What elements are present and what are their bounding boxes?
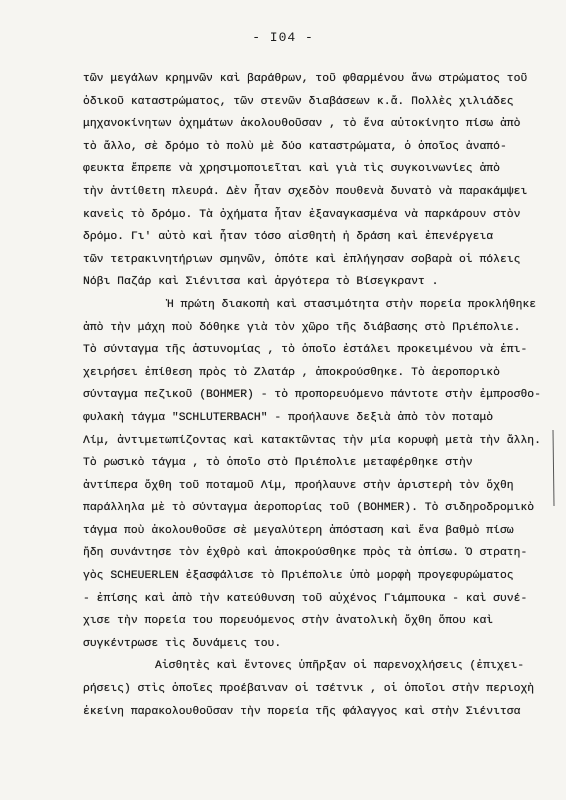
text-line: Ἡ πρώτη διακοπὴ καὶ στασιμότητα στὴν πορεία προκλήθηκε — [167, 298, 537, 311]
text-line: χειρήσει ἐπίθεση πρὸς τὸ Ζλατάρ , ἀποκρούσθηκε. Τὸ ἀεροπορικὸ — [83, 366, 500, 379]
text-line: παράλληλα μὲ τὸ σύνταγμα ἀεροπορίας τοῦ (BOHMER). Τὸ σιδηροδρομικὸ — [83, 502, 535, 515]
text-line: ὁδικοῦ καταστρώματος, τῶν στενῶν διαβάσεων κ.ἄ. Πολλὲς χιλιάδες — [83, 95, 514, 108]
text-line: Τὸ ρωσικὸ τάγμα , τὸ ὁποῖο στὸ Πριέπολιε μεταφέρθηκε στὴν — [83, 457, 473, 470]
text-line: τῶν τετρακινητήριων σμηνῶν, ὁπότε καὶ ἐπλήγησαν σοβαρὰ οἱ πόλεις — [83, 253, 521, 266]
text-line: μηχανοκίνητων ὀχημάτων ἀκολουθοῦσαν , τὸ ἕνα αὐτοκίνητο πίσω ἀπὸ — [83, 118, 521, 131]
text-line: ἐκείνη παρακολουθοῦσαν τὴν πορεία τῆς φάλαγγος καὶ στὴν Σιένιτσα — [83, 705, 521, 718]
text-line: ἀντίπερα ὄχθη τοῦ ποταμοῦ Λίμ, προήλαυνε στὴν ἀριστερὴ τὸν ὄχθη — [83, 479, 514, 492]
text-line: ἀπὸ τὴν μάχη ποὺ δόθηκε γιὰ τὸν χῶρο τῆς διάβασης στὸ Πριέπολιε. — [83, 321, 521, 334]
text-line: φευκτα ἔπρεπε νὰ χρησιμοποιεῖται καὶ γιὰ τὶς συγκοινωνίες ἀπὸ — [83, 163, 500, 176]
text-line: - ἐπίσης καὶ ἀπὸ τὴν κατεύθυνση τοῦ αὐχένος Γιάμπουκα - καὶ συνέ- — [83, 592, 528, 605]
text-line: σύνταγμα πεζικοῦ (BOHMER) - τὸ προπορευόμενο πάντοτε στὴν ἐμπροσθο- — [83, 389, 541, 402]
body-text — [83, 68, 545, 723]
text-line: τάγμα ποὺ ἀκολουθοῦσε σὲ μεγαλύτερη ἀπόσταση καὶ ἕνα βαθμὸ πίσω — [83, 524, 514, 537]
text-line: Τὸ σύνταγμα τῆς ἀστυνομίας , τὸ ὁποῖο ἐστάλει προκειμένου νὰ ἐπι- — [83, 344, 528, 357]
text-line: τὸ ἄλλο, σὲ δρόμο τὸ πολὺ μὲ δύο καταστρώματα, ὁ ὁποῖος ἀναπό- — [83, 140, 507, 153]
paragraph-2 — [83, 294, 545, 656]
text-line: γὸς SCHEUERLEN ἐξασφάλισε τὸ Πριέπολιε ὑπὸ μορφὴ προγεφυρώματος — [83, 570, 514, 583]
text-line: δρόμο. Γι' αὐτὸ καὶ ἦταν τόσο αἰσθητὴ ἡ δράση καὶ ἐπενέργεια — [83, 231, 494, 244]
page-number: - I04 - — [252, 30, 314, 45]
text-line: συγκέντρωσε τὶς δυνάμεις του. — [83, 637, 282, 650]
text-line: ἤδη συνάντησε τὸν ἐχθρὸ καὶ ἀποκρούσθηκε πρὸς τὰ ὀπίσω. Ὁ στρατη- — [83, 547, 528, 560]
margin-mark — [548, 428, 558, 508]
text-line: Νόβι Παζάρ καὶ Σιένιτσα καὶ ἀργότερα τὸ Βίσεγκραντ . — [83, 276, 439, 289]
text-line: κανεὶς τὸ δρόμο. Τὰ ὀχήματα ἦταν ἐξαναγκασμένα νὰ παρκάρουν στὸν — [83, 208, 521, 221]
text-line: χισε τὴν πορεία του πορευόμενος στὴν ἀνατολικὴ ὄχθη ὅπου καὶ — [83, 615, 494, 628]
text-line: τῶν μεγάλων κρημνῶν καὶ βαράθρων, τοῦ φθαρμένου ἄνω στρώματος τοῦ — [83, 73, 528, 85]
paragraph-3 — [83, 655, 545, 723]
text-line: ρήσεις) στὶς ὁποῖες προέβαιναν οἱ τσέτνικ , οἱ ὁποῖοι στὴν περιοχὴ — [83, 683, 535, 696]
text-line: Αἰσθητὲς καὶ ἔντονες ὑπῆρξαν οἱ παρενοχλήσεις (ἐπιχει- — [155, 660, 525, 673]
text-line: τὴν ἀντίθετη πλευρά. Δὲν ἦταν σχεδὸν πουθενὰ δυνατὸ νὰ παρακάμψει — [83, 185, 528, 198]
text-line: φυλακὴ τάγμα "SCHLUTERBACH" - προήλαυνε δεξιὰ ἀπὸ τὸν ποταμὸ — [83, 411, 494, 424]
text-line: Λίμ, ἀντιμετωπίζοντας καὶ κατακτῶντας τὴν μία κορυφὴ μετὰ τὴν ἄλλη. — [83, 434, 541, 447]
paragraph-1 — [83, 68, 545, 294]
